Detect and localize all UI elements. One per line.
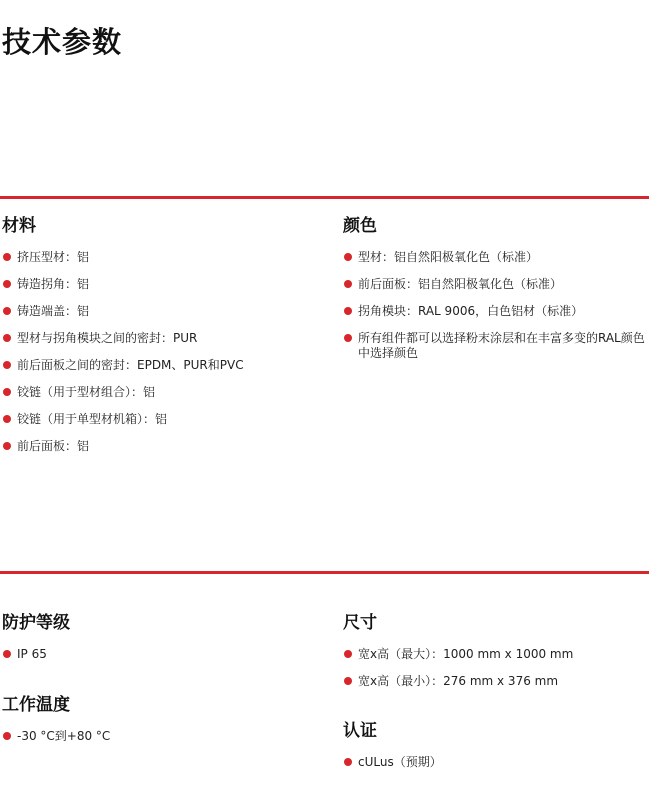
list-item-text: 铸造端盖：铝 — [17, 304, 90, 318]
temperature-list — [2, 729, 322, 744]
list-item-text: IP 65 — [17, 647, 47, 661]
materials-list — [2, 250, 322, 454]
colors-heading: 颜色 — [343, 216, 377, 236]
protection-section — [2, 608, 322, 674]
page-title: 技术参数 — [2, 25, 123, 59]
bullet-icon — [3, 650, 11, 658]
dimensions-section — [343, 608, 647, 701]
list-item — [343, 277, 647, 292]
list-item — [2, 331, 322, 346]
list-item-text: 型材与拐角模块之间的密封：PUR — [17, 331, 198, 345]
list-item-text: 铸造拐角：铝 — [17, 277, 90, 291]
bullet-icon — [3, 361, 11, 369]
list-item — [343, 331, 647, 361]
protection-list — [2, 647, 322, 662]
bullet-icon — [344, 253, 352, 261]
bullet-icon — [344, 650, 352, 658]
bullet-icon — [3, 415, 11, 423]
bullet-icon — [3, 253, 11, 261]
list-item-text: 宽x高（最小）：276 mm x 376 mm — [358, 674, 559, 688]
bullet-icon — [3, 307, 11, 315]
list-item — [2, 304, 322, 319]
bullet-icon — [3, 732, 11, 740]
dimensions-list — [343, 647, 647, 689]
list-item — [343, 647, 647, 662]
bullet-icon — [3, 280, 11, 288]
protection-heading: 防护等级 — [2, 613, 70, 633]
list-item — [343, 755, 647, 770]
list-item-text: 前后面板：铝 — [17, 439, 90, 453]
bullet-icon — [344, 334, 352, 342]
bullet-icon — [344, 280, 352, 288]
bullet-icon — [3, 334, 11, 342]
certification-heading: 认证 — [343, 721, 377, 741]
section-divider-bottom — [0, 571, 649, 574]
colors-list — [343, 250, 647, 361]
list-item — [343, 304, 647, 319]
colors-section — [343, 211, 647, 373]
bullet-icon — [3, 442, 11, 450]
list-item — [2, 439, 322, 454]
list-item — [2, 250, 322, 265]
list-item-text: 前后面板：铝自然阳极氧化色（标准） — [358, 277, 563, 291]
bullet-icon — [344, 758, 352, 766]
list-item — [2, 647, 322, 662]
list-item — [343, 250, 647, 265]
list-item-text: 宽x高（最大）：1000 mm x 1000 mm — [358, 647, 574, 661]
section-divider-top — [0, 196, 649, 199]
materials-section — [2, 211, 322, 466]
bullet-icon — [344, 307, 352, 315]
list-item — [2, 729, 322, 744]
list-item — [2, 277, 322, 292]
list-item-text: 前后面板之间的密封：EPDM、PUR和PVC — [17, 358, 244, 372]
list-item-text: 挤压型材：铝 — [17, 250, 90, 264]
list-item — [2, 358, 322, 373]
temperature-section — [2, 690, 322, 756]
certification-list — [343, 755, 647, 770]
list-item — [343, 674, 647, 689]
list-item-text: -30 °C到+80 °C — [17, 729, 111, 743]
list-item-text: 铰链（用于单型材机箱）：铝 — [17, 412, 168, 426]
list-item — [2, 385, 322, 400]
materials-heading: 材料 — [2, 216, 36, 236]
temperature-heading: 工作温度 — [2, 695, 70, 715]
list-item-text: cULus（预期） — [358, 755, 442, 769]
list-item-text: 所有组件都可以选择粉末涂层和在丰富多变的RAL颜色中选择颜色 — [358, 331, 645, 360]
certification-section — [343, 716, 647, 782]
bullet-icon — [3, 388, 11, 396]
bullet-icon — [344, 677, 352, 685]
dimensions-heading: 尺寸 — [343, 613, 377, 633]
list-item-text: 型材：铝自然阳极氧化色（标准） — [358, 250, 539, 264]
list-item-text: 铰链（用于型材组合）：铝 — [17, 385, 156, 399]
list-item-text: 拐角模块：RAL 9006，白色铝材（标准） — [358, 304, 584, 318]
list-item — [2, 412, 322, 427]
